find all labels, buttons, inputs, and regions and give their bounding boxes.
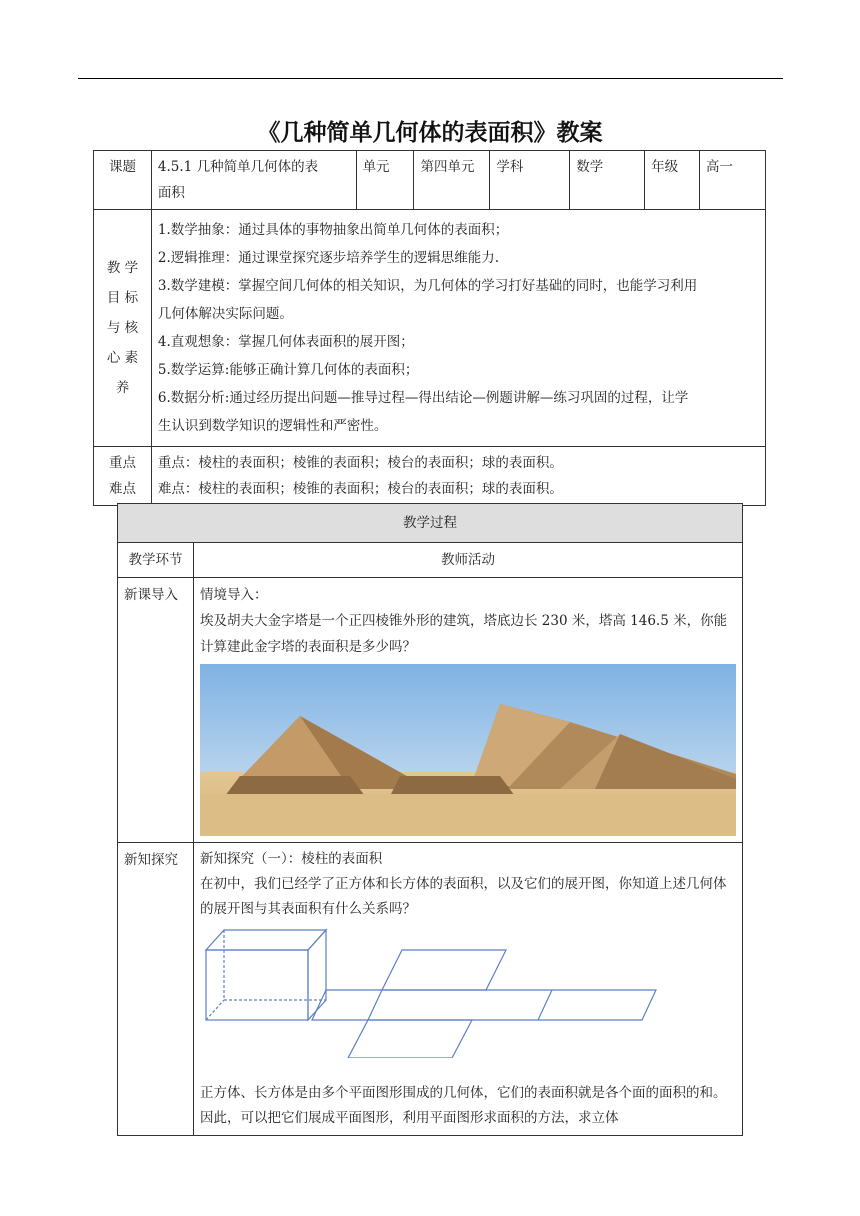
unit-value: 第四单元	[414, 151, 490, 210]
process-columns-row	[118, 543, 743, 578]
goals-label-3: 与 核	[106, 320, 139, 336]
goal-line: 几何体解决实际问题。	[157, 306, 293, 322]
cuboid-net-diagram	[204, 928, 664, 1058]
keypoints-label	[94, 447, 152, 506]
topic-value	[151, 151, 356, 210]
process-table	[117, 503, 743, 1136]
section2-title: 新知探究（一）：棱柱的表面积	[200, 851, 383, 867]
difficult-text: 难点：棱柱的表面积；棱锥的表面积；棱台的表面积；球的表面积。	[157, 481, 563, 497]
col-teacher: 教师活动	[194, 543, 743, 578]
section2-label: 新知探究	[118, 843, 194, 1136]
goal-line: 6.数据分析:通过经历提出问题—推导过程—得出结论—例题讲解—练习巩固的过程，让学	[157, 390, 689, 406]
subject-value: 数学	[570, 151, 645, 210]
pyramid-photo	[200, 664, 736, 836]
section2-content	[194, 843, 743, 1136]
goals-row	[94, 210, 766, 447]
goals-content	[151, 210, 765, 447]
goal-line: 5.数学运算:能够正确计算几何体的表面积；	[157, 362, 419, 378]
goals-label	[94, 210, 152, 447]
section-explore-row	[118, 843, 743, 1136]
topic-label: 课题	[94, 151, 152, 210]
section1-label: 新课导入	[118, 578, 194, 843]
goal-line: 生认识到数学知识的逻辑性和严密性。	[157, 418, 388, 434]
goals-label-5: 养	[115, 380, 130, 396]
topic-line1: 4.5.1 几种简单几何体的表	[157, 159, 319, 175]
goal-line: 4.直观想象：掌握几何体表面积的展开图；	[157, 334, 414, 350]
key-label: 重点	[108, 455, 136, 471]
section-intro-row	[118, 578, 743, 843]
section2-text2: 正方体、长方体是由多个平面图形围成的几何体，它们的表面积就是各个面的面积的和。因此，可以把它们展成平面图形，利用平面图形求面积的方法，求立体	[200, 1085, 727, 1126]
goals-label-1: 教 学	[106, 260, 139, 276]
goal-line: 3.数学建模：掌握空间几何体的相关知识，为几何体的学习打好基础的同时，也能学习利用	[157, 278, 698, 294]
page-title: 《几种简单几何体的表面积》教案	[257, 120, 603, 146]
col-stage: 教学环节	[118, 543, 194, 578]
section1-text: 埃及胡夫大金字塔是一个正四棱锥外形的建筑，塔底边长 230 米，塔高 146.5 米，你能计算建此金字塔的表面积是多少吗？	[200, 613, 728, 655]
info-row	[94, 151, 766, 210]
grade-value: 高一	[700, 151, 766, 210]
goals-label-2: 目 标	[106, 290, 139, 306]
process-header-row	[118, 504, 743, 543]
key-text: 重点：棱柱的表面积；棱锥的表面积；棱台的表面积；球的表面积。	[157, 455, 563, 471]
keypoints-row	[94, 447, 766, 506]
subject-label: 学科	[490, 151, 570, 210]
goals-label-4: 心 素	[106, 350, 139, 366]
difficult-label: 难点	[108, 481, 136, 497]
topic-line2: 面积	[157, 185, 185, 201]
unit-label: 单元	[356, 151, 414, 210]
process-header: 教学过程	[118, 504, 743, 543]
section2-text: 在初中，我们已经学了正方体和长方体的表面积，以及它们的展开图，你知道上述几何体的展开图与其表面积有什么关系吗？	[200, 876, 727, 917]
goal-line: 1.数学抽象：通过具体的事物抽象出简单几何体的表面积；	[157, 222, 509, 238]
section1-content	[194, 578, 743, 843]
info-table	[93, 150, 766, 506]
keypoints-content	[151, 447, 765, 506]
goal-line: 2.逻辑推理：通过课堂探究逐步培养学生的逻辑思维能力.	[157, 250, 500, 266]
header-rule	[78, 78, 783, 79]
grade-label: 年级	[645, 151, 700, 210]
pyramid-illustration	[200, 664, 736, 836]
section1-intro: 情境导入：	[200, 587, 268, 603]
